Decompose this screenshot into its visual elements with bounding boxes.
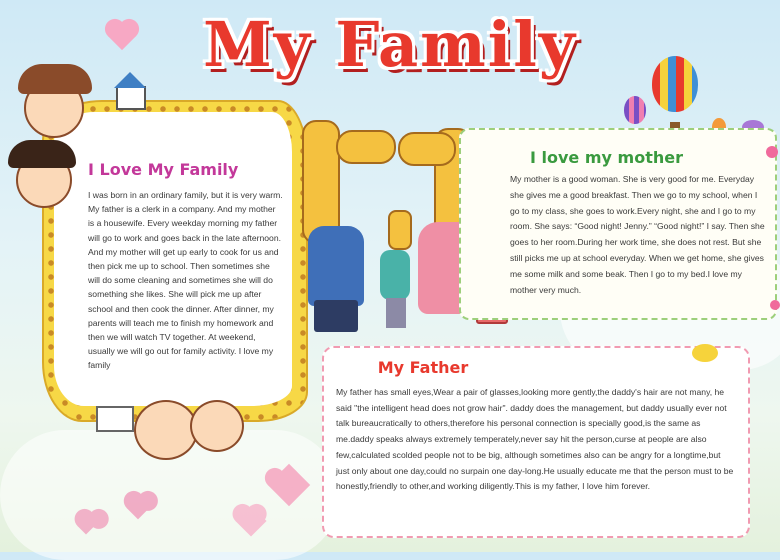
father-section-heading: My Father xyxy=(377,358,469,377)
giraffe-father-body xyxy=(308,226,364,306)
left-section-body: I was born in an ordinary family, but it is very warm. My father is a clerk in a company. And my mother is a housewife. Every weekday morning my father will go to work and goes back in the late afternoon. And my mother will get up early to cook for us and then pick me up to school. Then sometimes she will do some cleaning and sometimes she will do something she likes. She will pick me up after school and then cook the dinner. After dinner, my parents will teach me to finish my homework and then we will watch TV together. At weekend, usually we will go out for family activity. I love my family xyxy=(88,190,283,371)
giraffe-child-legs xyxy=(386,298,406,328)
mother-section-heading: I love my mother xyxy=(530,148,683,167)
boy-face-icon xyxy=(190,400,244,452)
giraffe-child-head xyxy=(388,210,412,250)
mother-section-body: My mother is a good woman. She is very good for me. Everyday she gives me a good breakfast. Then we go to my school, when I go to my class, she goes to work.Every night, she and I go to my room. She says: “Good night! Jenny.” “Good night!” I say. Then she goes to her room.During her work time, she does not rest. But she still picks me up at school everyday. When we get home, she gives me some milk and some beak. Then I go to my bed.I love my mother very much. xyxy=(510,174,765,295)
page-title: My Family xyxy=(203,8,577,81)
left-section-heading: I Love My Family xyxy=(88,160,239,179)
hot-air-balloon-icon xyxy=(624,96,646,124)
flower-icon xyxy=(766,146,778,158)
father-section-body: My father has small eyes,Wear a pair of glasses,looking more gently,the daddy's hair are not many, he said "the intelligent head does not grow hair". daddy does the management, but daddy usually ever not talk bureaucratically to others,therefore his personal connection is specially good,is the same as me.daddy speaks always extremely temperately,never say hit the person,curse at people are also few,calculated scolded people not to be big, although sometimes also can be angry for a longtime,but just only about one day,could no surpain one day-long.He usually educate me that the person must to be honestly,friendly to other,and working diligently.This is my father, I love him forever. xyxy=(336,387,734,492)
house-roof-icon xyxy=(114,72,146,88)
house-icon xyxy=(116,86,146,110)
giraffe-child-body xyxy=(380,250,410,300)
flower-icon xyxy=(770,300,780,310)
small-houses-icon xyxy=(96,406,134,432)
father-hair-icon xyxy=(18,64,92,94)
mother-hair-icon xyxy=(8,140,76,168)
giraffe-mother-head xyxy=(398,132,456,166)
girl-face-icon xyxy=(134,400,198,460)
giraffe-father-head xyxy=(336,130,396,164)
giraffe-father-legs xyxy=(314,300,358,332)
